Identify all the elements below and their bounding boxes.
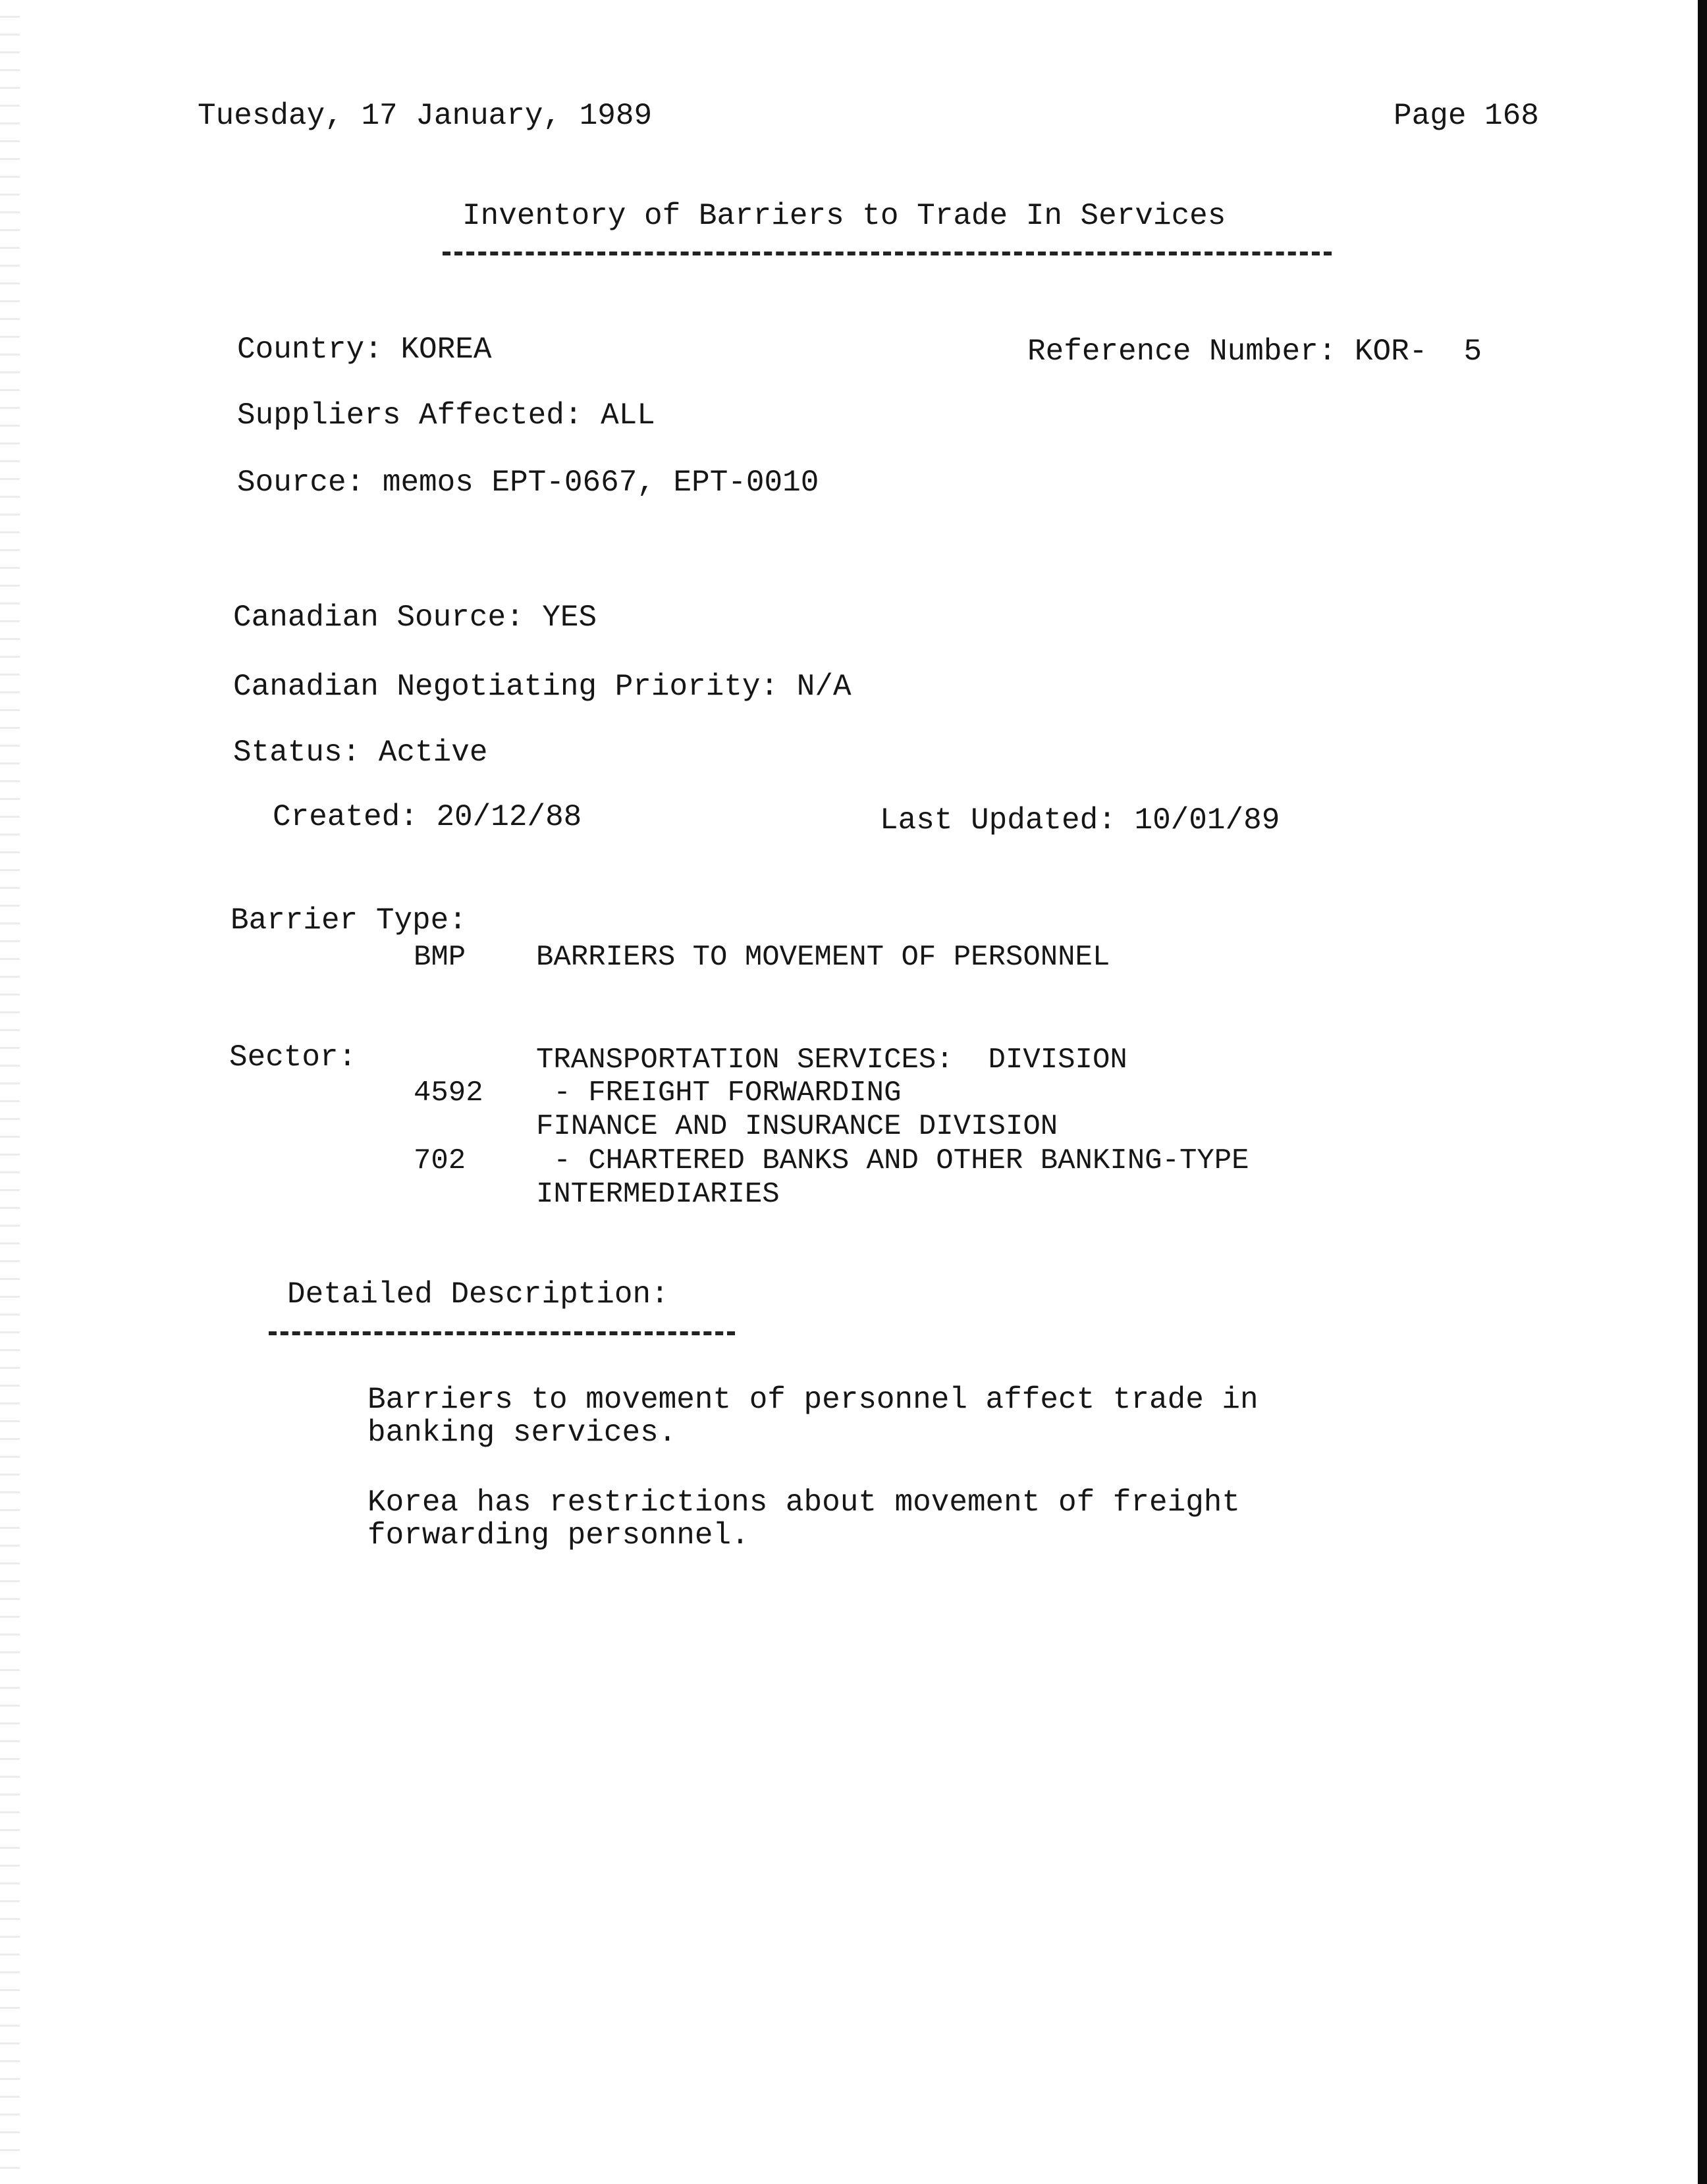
description-underline: [269, 1331, 735, 1335]
sector-line: INTERMEDIARIES: [536, 1178, 780, 1211]
scan-left-edge: [0, 0, 20, 2184]
description-line: Korea has restrictions about movement of freight: [367, 1485, 1241, 1520]
suppliers-affected-field: Suppliers Affected: ALL: [237, 398, 655, 433]
created-date-field: Created: 20/12/88: [273, 800, 582, 834]
canadian-source-field: Canadian Source: YES: [233, 600, 597, 635]
sector-label: Sector:: [229, 1040, 357, 1075]
country-field: Country: KOREA: [237, 333, 492, 367]
barrier-type-name: BARRIERS TO MOVEMENT OF PERSONNEL: [536, 941, 1110, 974]
last-updated-field: Last Updated: 10/01/89: [880, 803, 1280, 838]
negotiating-priority-field: Canadian Negotiating Priority: N/A: [233, 670, 852, 704]
report-date: Tuesday, 17 January, 1989: [198, 99, 653, 133]
document-title: Inventory of Barriers to Trade In Services: [462, 199, 1226, 233]
sector-line: - CHARTERED BANKS AND OTHER BANKING-TYPE: [536, 1144, 1249, 1177]
description-heading: Detailed Description:: [287, 1277, 669, 1312]
page-number: Page 168: [1394, 99, 1539, 133]
barrier-type-label: Barrier Type:: [230, 903, 467, 938]
sector-line: FINANCE AND INSURANCE DIVISION: [536, 1110, 1058, 1143]
description-line: Barriers to movement of personnel affect trade in: [367, 1383, 1259, 1417]
sector-code: 4592: [414, 1077, 483, 1109]
reference-number-field: Reference Number: KOR- 5: [1027, 334, 1482, 369]
status-field: Status: Active: [233, 735, 488, 770]
source-field: Source: memos EPT-0667, EPT-0010: [237, 466, 819, 500]
title-underline: [443, 252, 1332, 255]
barrier-type-code: BMP: [414, 941, 466, 974]
sector-line: TRANSPORTATION SERVICES: DIVISION: [536, 1044, 1127, 1077]
scan-right-edge: [1698, 0, 1707, 2184]
description-line: banking services.: [367, 1416, 677, 1450]
description-line: forwarding personnel.: [367, 1518, 749, 1553]
sector-code: 702: [414, 1144, 466, 1177]
sector-line: - FREIGHT FORWARDING: [536, 1077, 902, 1109]
